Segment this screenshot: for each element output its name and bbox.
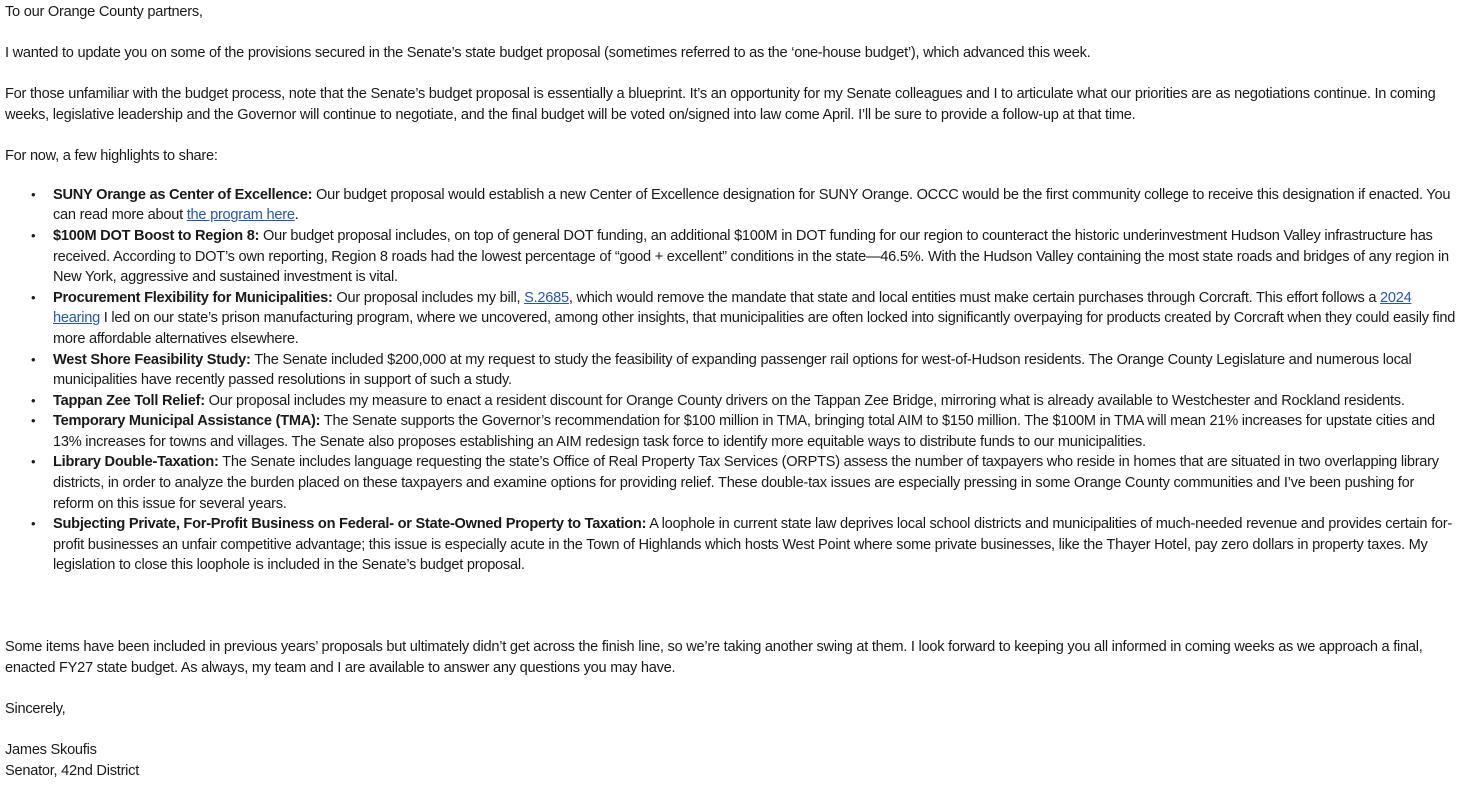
item-text: Our budget proposal includes, on top of general DOT funding, an additional $100M in DOT funding for our region to counteract the historic underinvestment Hudson Valley infrastructure has received. According to DOT’s own reporting, Region 8 roads had the lowest percentage of “good + excellent” conditions in the state—46.5%. With the Hudson Valley containing the most state roads and bridges of any region in New York, aggressive and sustained investment is vital. — [53, 227, 1449, 286]
greeting: To our Orange County partners, — [5, 4, 203, 20]
highlights-intro: For now, a few highlights to share: — [5, 148, 218, 165]
bullet-icon: • — [31, 413, 36, 429]
program-link[interactable]: the program here — [186, 207, 295, 224]
item-text: Our proposal includes my bill, — [332, 289, 525, 306]
highlights-list — [5, 185, 1456, 576]
item-text: The Senate includes language requesting the state’s Office of Real Property Tax Services (ORPTS) assess the number of taxpayers who reside in homes that are situated in two overlapping library districts, in order to analyze the burden placed on these taxpayers and examine options for providing relief. These double-tax issues are especially pressing in some Orange County communities and I’ve been pushing for reform on this issue for several years. — [53, 454, 1439, 512]
list-item — [31, 391, 1456, 412]
item-title: SUNY Orange as Center of Excellence: — [53, 186, 313, 203]
closing-paragraph: Some items have been included in previous years’ proposals but ultimately didn’t get across the finish line, so we’re taking another swing at them. I look forward to keeping you all informed in coming weeks as we approach a final, enacted FY27 state budget. As always, my team and I are available to answer any questions you may have. — [5, 639, 1423, 676]
item-text: . — [294, 207, 299, 224]
signature-title: Senator, 42nd District — [5, 762, 140, 779]
item-title: $100M DOT Boost to Region 8: — [53, 227, 260, 244]
list-item — [31, 514, 1456, 576]
item-title: West Shore Feasibility Study: — [53, 351, 251, 368]
bill-link[interactable]: S.2685 — [524, 289, 569, 306]
intro-paragraph: I wanted to update you on some of the provisions secured in the Senate’s state budget proposal (sometimes referred to as the ‘one-house budget’), which advanced this week. — [5, 45, 1091, 62]
list-item — [31, 350, 1456, 391]
bullet-icon: • — [31, 227, 36, 243]
bullet-icon: • — [31, 186, 36, 202]
hearing-link[interactable]: 2024 hearing — [53, 289, 1412, 327]
signature-name: James Skoufis — [5, 742, 97, 758]
bullet-icon: • — [31, 351, 36, 367]
bullet-icon: • — [31, 516, 36, 532]
list-item — [31, 411, 1456, 452]
item-text: Our budget proposal would establish a new Center of Excellence designation for SUNY Orange. OCCC would be the first community college to receive this designation if enacted. You can read more about — [53, 186, 1451, 224]
bullet-icon: • — [31, 289, 36, 305]
item-title: Procurement Flexibility for Municipalities: — [53, 289, 333, 306]
item-title: Tappan Zee Toll Relief: — [53, 392, 205, 409]
bullet-icon: • — [31, 454, 36, 470]
bullet-icon: • — [31, 392, 36, 408]
item-title: Temporary Municipal Assistance (TMA): — [53, 413, 321, 430]
item-title: Subjecting Private, For-Profit Business on Federal- or State-Owned Property to Taxation: — [53, 516, 647, 533]
context-paragraph: For those unfamiliar with the budget process, note that the Senate’s budget proposal is essentially a blueprint. It’s an opportunity for my Senate colleagues and I to articulate what our priorities are as negotiations continue. In coming weeks, legislative leadership and the Governor will continue to negotiate, and the final budget will be voted on/signed into law come April. I’ll be sure to provide a follow-up at that time. — [5, 86, 1436, 123]
item-text: The Senate included $200,000 at my request to study the feasibility of expanding passenger rail options for west-of-Hudson residents. The Orange County Legislature and numerous local municipalities have recently passed resolutions in support of such a study. — [53, 351, 1412, 389]
item-text: I led on our state’s prison manufacturing program, where we uncovered, among other insights, that municipalities are often locked into significantly overpaying for products created by Corcraft when they could easily find more affordable alternatives elsewhere. — [53, 310, 1456, 347]
item-title: Library Double-Taxation: — [53, 454, 219, 471]
item-text: Our proposal includes my measure to enact a resident discount for Orange County drivers on the Tappan Zee Bridge, mirroring what is already available to Westchester and Rockland residents. — [204, 392, 1405, 409]
item-text: The Senate supports the Governor’s recommendation for $100 million in TMA, bringing total AIM to $150 million. The $100M in TMA will mean 21% increases for upstate cities and 13% increases for towns and villages. The Senate also proposes establishing an AIM redesign task force to identify more equitable ways to distribute funds to our municipalities. — [53, 413, 1435, 450]
list-item — [31, 288, 1456, 350]
list-item — [31, 452, 1456, 514]
item-text: A loophole in current state law deprives local school districts and municipalities of much-needed revenue and provides certain for-profit businesses an unfair competitive advantage; this issue is especially acute in the Town of Highlands which hosts West Point where some private businesses, like the Thayer Hotel, pay zero dollars in property taxes. My legislation to close this loophole is included in the Senate’s budget proposal. — [53, 516, 1452, 574]
item-text: , which would remove the mandate that state and local entities must make certain purchases through Corcraft. This effort follows a — [568, 289, 1380, 306]
signoff: Sincerely, — [5, 700, 66, 717]
list-item — [31, 226, 1456, 288]
list-item — [31, 185, 1456, 226]
